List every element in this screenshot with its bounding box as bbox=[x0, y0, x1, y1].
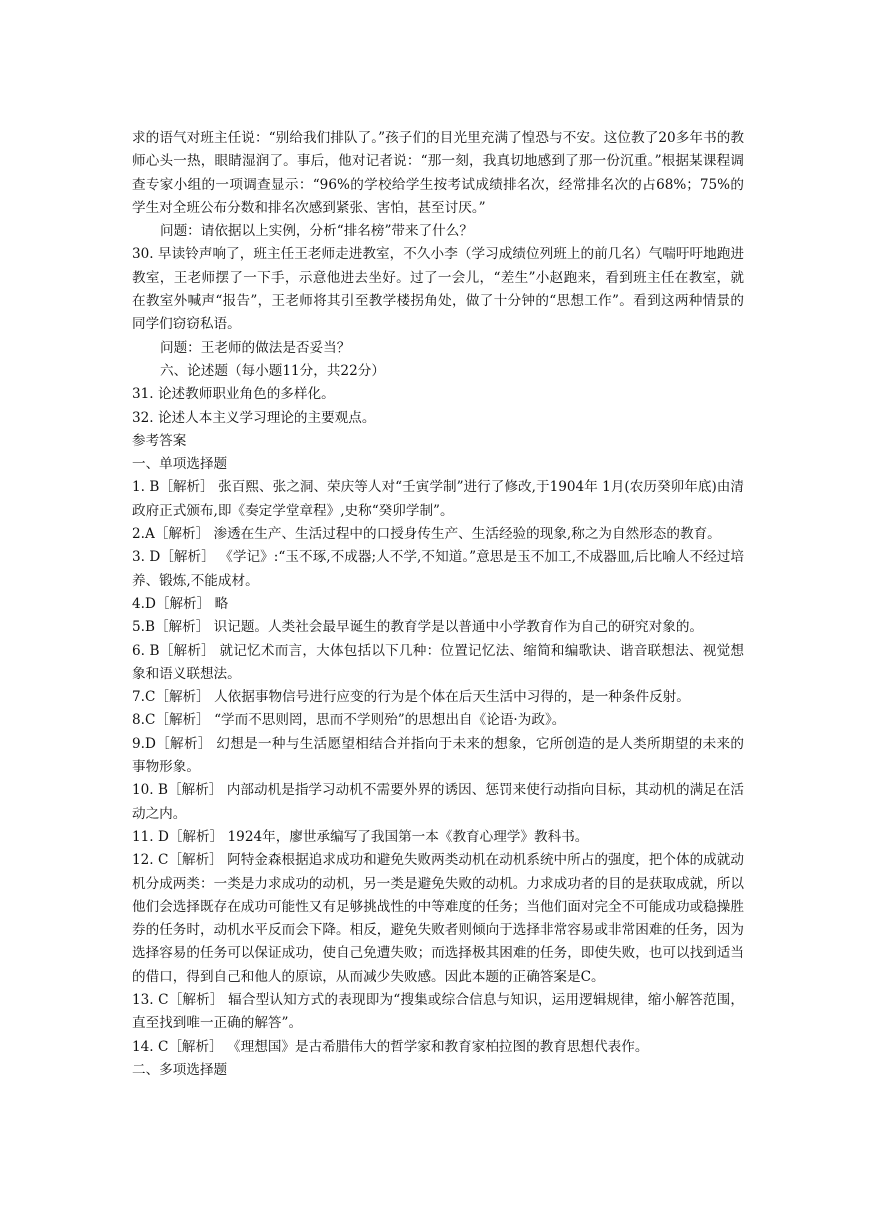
answer-11: 11. D［解析］ 1924年，廖世承编写了我国第一本《教育心理学》教科书。 bbox=[132, 828, 589, 845]
answer-1: 1. B［解析］ 张百熙、张之洞、荣庆等人对“壬寅学制”进行了修改,于1904年 1月(农历癸卯年底)由清政府正式颁布,即《奏定学堂章程》,史称“癸卯学制”。 bbox=[132, 479, 744, 519]
section-6-heading: 六、论述题（每小题11分，共22分） bbox=[160, 362, 385, 379]
question-29-prompt: 问题：请依据以上实例，分析“排名榜”带来了什么？ bbox=[160, 223, 473, 240]
question-32: 32. 论述人本主义学习理论的主要观点。 bbox=[132, 409, 376, 426]
answer-10: 10. B［解析］ 内部动机是指学习动机不需要外界的诱因、惩罚来使行动指向目标，其动机的满足在活动之内。 bbox=[132, 782, 744, 822]
answer-14: 14. C［解析］ 《理想国》是古希腊伟大的哲学家和教育家柏拉图的教育思想代表作。 bbox=[132, 1038, 649, 1055]
passage-29-continuation: 求的语气对班主任说：“别给我们排队了。”孩子们的目光里充满了惶恐与不安。这位教了20多年书的教师心头一热，眼睛湿润了。事后，他对记者说：“那一刻，我真切地感到了那一份沉重。”根据某课程调查专家小组的一项调查显示：“96%的学校给学生按考试成绩排名次，经常排名次的占68%；75%的学生对全班公布分数和排名次感到紧张、害怕，甚至讨厌。” bbox=[132, 130, 744, 216]
answer-3: 3. D［解析］ 《学记》:“玉不琢,不成器;人不学,不知道。”意思是玉不加工,不成器皿,后比喻人不经过培养、锻炼,不能成材。 bbox=[132, 549, 744, 589]
answer-6: 6. B［解析］ 就记忆术而言，大体包括以下几种：位置记忆法、缩简和编歌诀、谐音联想法、视觉想象和语义联想法。 bbox=[132, 642, 744, 682]
answer-5: 5.B［解析］ 识记题。人类社会最早诞生的教育学是以普通中小学教育作为自己的研究对象的。 bbox=[132, 619, 704, 636]
answer-4: 4.D［解析］ 略 bbox=[132, 595, 229, 612]
document-page bbox=[132, 127, 744, 1082]
answers-heading: 参考答案 bbox=[132, 432, 187, 449]
answer-12: 12. C［解析］ 阿特金森根据追求成功和避免失败两类动机在动机系统中所占的强度，把个体的成就动机分成两类：一类是力求成功的动机，另一类是避免失败的动机。力求成功者的目的是获取成就，所以他们会选择既存在成功可能性又有足够挑战性的中等难度的任务；当他们面对完全不可能成功或稳操胜券的任务时，动机水平反而会下降。相反，避免失败者则倾向于选择非常容易或非常困难的任务，因为选择容易的任务可以保证成功，使自己免遭失败；而选择极其困难的任务，即使失败，也可以找到适当的借口，得到自己和他人的原谅，从而减少失败感。因此本题的正确答案是C。 bbox=[132, 852, 744, 985]
answer-2: 2.A［解析］ 渗透在生产、生活过程中的口授身传生产、生活经验的现象,称之为自然形态的教育。 bbox=[132, 526, 721, 543]
answers-section-2-heading: 二、多项选择题 bbox=[132, 1061, 228, 1078]
question-30-passage: 30. 早读铃声响了，班主任王老师走进教室，不久小李（学习成绩位列班上的前几名）气喘吁吁地跑进教室，王老师摆了一下手，示意他进去坐好。过了一会儿，“差生”小赵跑来，看到班主任在教室，就在教室外喊声“报告”，王老师将其引至教学楼拐角处，做了十分钟的“思想工作”。看到这两种情景的同学们窃窃私语。 bbox=[132, 246, 744, 333]
answer-13: 13. C［解析］ 辐合型认知方式的表现即为“搜集或综合信息与知识，运用逻辑规律，缩小解答范围，直至找到唯一正确的解答”。 bbox=[132, 991, 744, 1032]
answer-7: 7.C［解析］ 人依据事物信号进行应变的行为是个体在后天生活中习得的，是一种条件反射。 bbox=[132, 689, 690, 706]
answers-section-1-heading: 一、单项选择题 bbox=[132, 456, 228, 473]
question-30-prompt: 问题：王老师的做法是否妥当？ bbox=[160, 339, 351, 356]
answer-8: 8.C［解析］ “学而不思则罔，思而不学则殆”的思想出自《论语·为政》。 bbox=[132, 712, 566, 729]
answer-9: 9.D［解析］ 幻想是一种与生活愿望相结合并指向于未来的想象，它所创造的是人类所期望的未来的事物形象。 bbox=[132, 735, 744, 776]
question-31: 31. 论述教师职业角色的多样化。 bbox=[132, 386, 335, 403]
